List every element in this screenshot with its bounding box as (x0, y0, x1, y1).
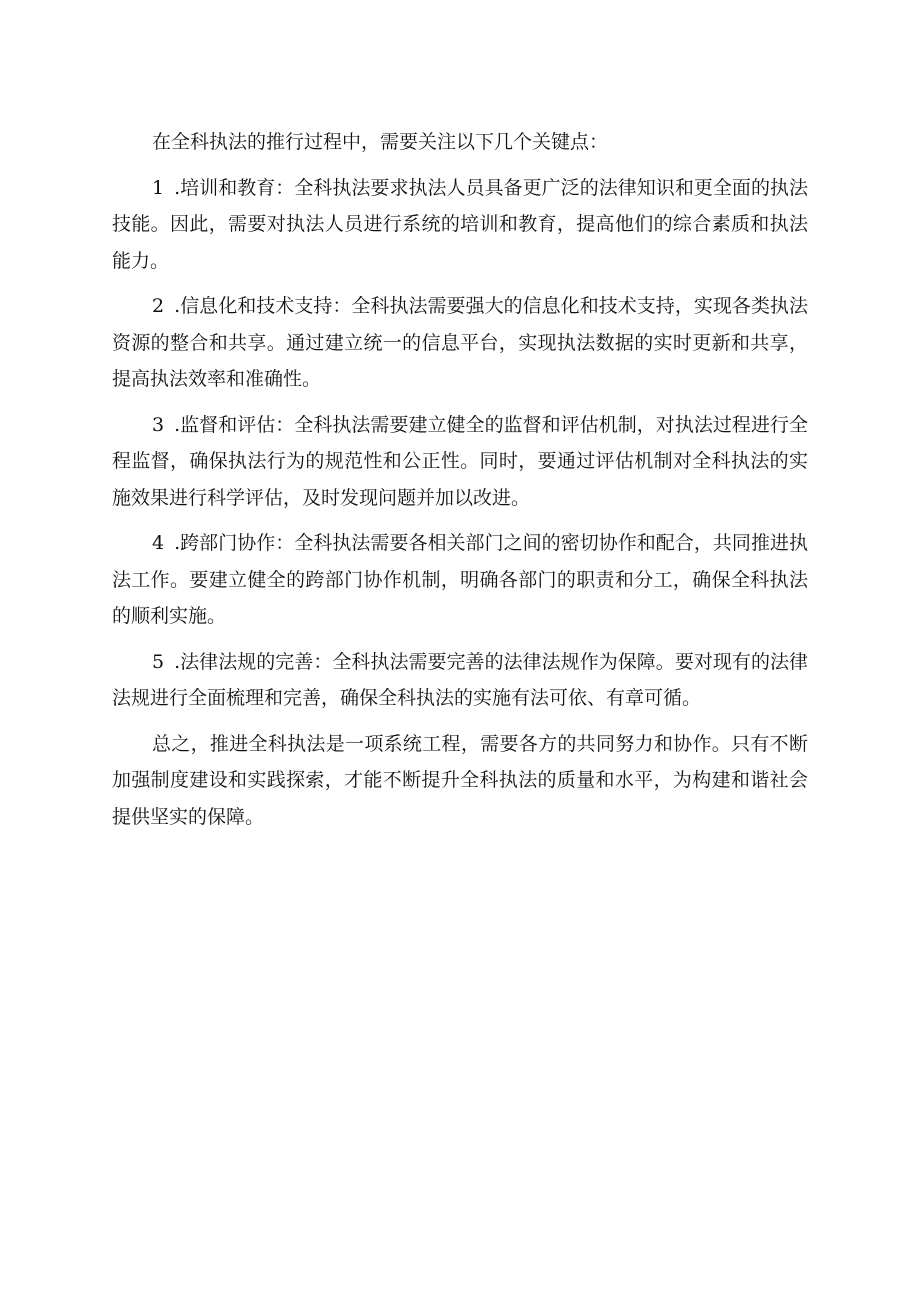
intro-paragraph: 在全科执法的推行过程中，需要关注以下几个关键点： (152, 131, 609, 153)
point-number: 5 (152, 650, 165, 673)
point-number: 3 (152, 413, 165, 436)
point-number: 4 (152, 532, 165, 554)
point-text: .培训和教育：全科执法要求执法人员具备更广泛的法律知识和更全面的执法技能。因此，需要对执法人员进行系统的培训和教育，提高他们的综合素质和执法能力。 (112, 176, 808, 272)
document-body (112, 124, 808, 844)
point-paragraph-4 (112, 525, 808, 635)
point-number: 1 (152, 176, 165, 199)
conclusion-paragraph: 总之，推进全科执法是一项系统工程，需要各方的共同努力和协作。只有不断加强制度建设和实践探索，才能不断提升全科执法的质量和水平，为构建和谐社会提供坚实的保障。 (112, 732, 808, 828)
point-paragraph-1 (112, 170, 808, 280)
point-text: .信息化和技术支持：全科执法需要强大的信息化和技术支持，实现各类执法资源的整合和共享。通过建立统一的信息平台，实现执法数据的实时更新和共享，提高执法效率和准确性。 (112, 295, 808, 390)
point-text: .监督和评估：全科执法需要建立健全的监督和评估机制，对执法过程进行全程监督，确保执法行为的规范性和公正性。同时，要通过评估机制对全科执法的实施效果进行科学评估，及时发现问题并加以改进。 (112, 413, 808, 509)
point-paragraph-5 (112, 644, 808, 717)
point-number: 2 (152, 295, 165, 317)
point-text: .法律法规的完善：全科执法需要完善的法律法规作为保障。要对现有的法律法规进行全面梳理和完善，确保全科执法的实施有法可依、有章可循。 (112, 650, 808, 709)
point-text: .跨部门协作：全科执法需要各相关部门之间的密切协作和配合，共同推进执法工作。要建立健全的跨部门协作机制，明确各部门的职责和分工，确保全科执法的顺利实施。 (112, 532, 808, 627)
point-paragraph-3 (112, 407, 808, 517)
point-paragraph-2 (112, 288, 808, 398)
